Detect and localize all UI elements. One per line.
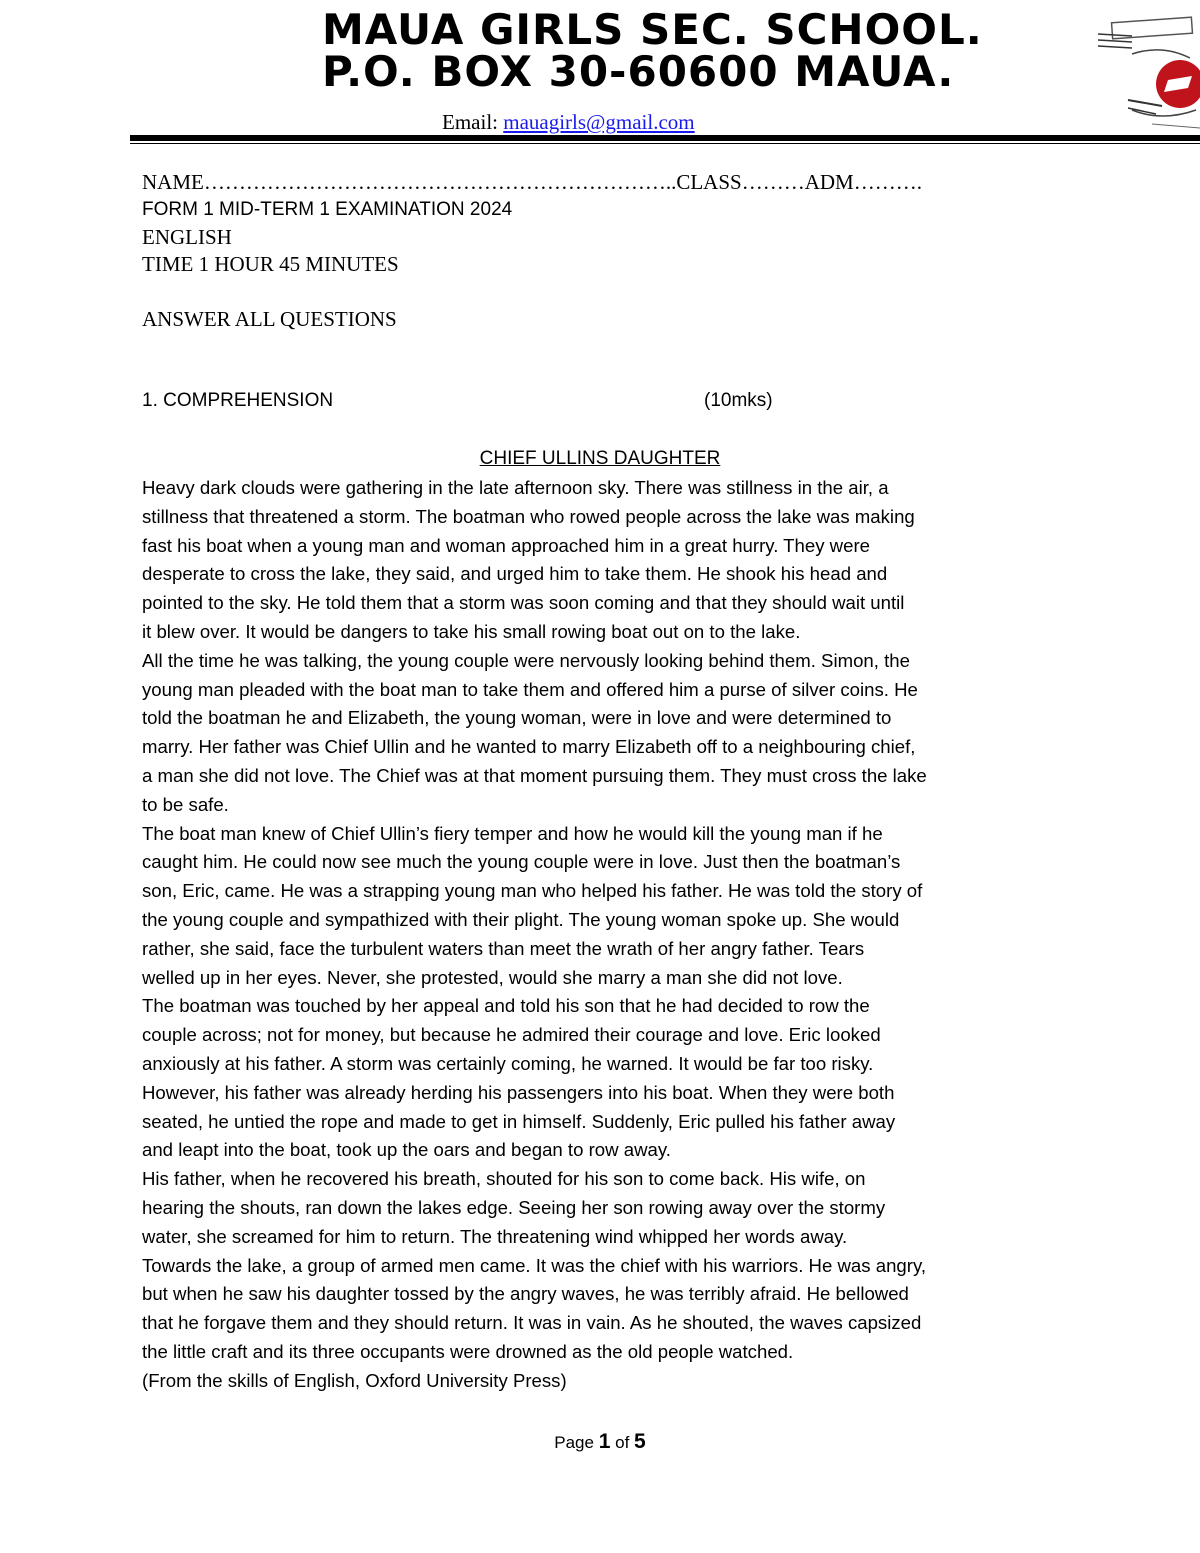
page-footer xyxy=(0,1430,1200,1454)
passage-source: (From the skills of English, Oxford University Press) xyxy=(142,1369,567,1391)
passage-line: welled up in her eyes. Never, she protested, would she marry a man she did not love. xyxy=(142,966,843,988)
school-logo xyxy=(1092,14,1200,134)
passage-line: All the time he was talking, the young couple were nervously looking behind them. Simon, the xyxy=(142,649,910,671)
email-label: Email: xyxy=(442,110,498,134)
passage-line: The boat man knew of Chief Ullin’s fiery temper and how he would kill the young man if he xyxy=(142,822,883,844)
passage-line: Towards the lake, a group of armed men came. It was the chief with his warriors. He was angry, xyxy=(142,1254,927,1276)
passage-line: young man pleaded with the boat man to take them and offered him a purse of silver coins. He xyxy=(142,678,918,700)
passage-line: the little craft and its three occupants were drowned as the old people watched. xyxy=(142,1340,794,1362)
passage-line: son, Eric, came. He was a strapping young man who helped his father. He was told the story of xyxy=(142,880,923,902)
section-marks: (10mks) xyxy=(704,390,773,411)
passage-line: a man she did not love. The Chief was at that moment pursuing them. They must cross the lake xyxy=(142,764,927,786)
passage-line: couple across; not for money, but because he admired their courage and love. Eric looked xyxy=(142,1024,881,1046)
passage-line: but when he saw his daughter tossed by the angry waves, he was terribly afraid. He bellowed xyxy=(142,1283,909,1305)
passage-line: hearing the shouts, ran down the lakes edge. Seeing her son rowing away over the stormy xyxy=(142,1196,886,1218)
passage-line: to be safe. xyxy=(142,793,229,815)
passage-title: CHIEF ULLINS DAUGHTER xyxy=(479,448,721,469)
exam-title: FORM 1 MID-TERM 1 EXAMINATION 2024 xyxy=(142,199,513,220)
school-address: P.O. BOX 30-60600 MAUA. xyxy=(322,47,955,96)
passage-line: His father, when he recovered his breath, shouted for his son to come back. His wife, on xyxy=(142,1168,866,1190)
header-divider xyxy=(130,135,1200,141)
passage-line: water, she screamed for him to return. The threatening wind whipped her words away. xyxy=(142,1225,848,1247)
passage-line: pointed to the sky. He told them that a storm was soon coming and that they should wait until xyxy=(142,592,905,614)
passage-line: that he forgave them and they should return. It was in vain. As he shouted, the waves capsized xyxy=(142,1312,922,1334)
email-link[interactable]: mauagirls@gmail.com xyxy=(503,110,695,134)
passage-line: The boatman was touched by her appeal and told his son that he had decided to row the xyxy=(142,995,870,1017)
passage-line: fast his boat when a young man and woman approached him in a great hurry. They were xyxy=(142,534,870,556)
passage-line: told the boatman he and Elizabeth, the young woman, were in love and were determined to xyxy=(142,707,892,729)
name-class-adm-line: NAME…………………………………………………………..CLASS………ADM………. xyxy=(142,170,922,194)
passage-line: anxiously at his father. A storm was certainly coming, he warned. It would be far too risky. xyxy=(142,1052,874,1074)
passage-line: and leapt into the boat, took up the oars and began to row away. xyxy=(142,1139,671,1161)
exam-instruction: ANSWER ALL QUESTIONS xyxy=(142,307,397,331)
email-row xyxy=(442,110,695,135)
of-word: of xyxy=(615,1433,630,1452)
passage-line: stillness that threatened a storm. The boatman who rowed people across the lake was making xyxy=(142,505,915,527)
school-name: MAUA GIRLS SEC. SCHOOL. xyxy=(322,5,983,54)
page-total: 5 xyxy=(634,1430,646,1453)
header-divider-thin xyxy=(130,143,1200,144)
page-number: 1 xyxy=(598,1430,611,1453)
passage-line: seated, he untied the rope and made to get in himself. Suddenly, Eric pulled his father away xyxy=(142,1110,896,1132)
passage-line: caught him. He could now see much the young couple were in love. Just then the boatman’s xyxy=(142,851,901,873)
passage-line: marry. Her father was Chief Ullin and he wanted to marry Elizabeth off to a neighbouring chief, xyxy=(142,736,916,758)
exam-subject: ENGLISH xyxy=(142,225,232,249)
page-word: Page xyxy=(554,1433,594,1452)
section-title: 1. COMPREHENSION xyxy=(142,390,334,411)
passage-line: rather, she said, face the turbulent waters than meet the wrath of her angry father. Tears xyxy=(142,937,865,959)
passage-line: desperate to cross the lake, they said, and urged him to take them. He shook his head and xyxy=(142,563,888,585)
passage-line: However, his father was already herding his passengers into his boat. When they were both xyxy=(142,1081,895,1103)
passage-line: Heavy dark clouds were gathering in the late afternoon sky. There was stillness in the air, a xyxy=(142,477,889,498)
comprehension-passage xyxy=(142,474,1062,1396)
exam-time: TIME 1 HOUR 45 MINUTES xyxy=(142,252,399,276)
passage-line: the young couple and sympathized with their plight. The young woman spoke up. She would xyxy=(142,908,900,930)
passage-line: it blew over. It would be dangers to take his small rowing boat out on to the lake. xyxy=(142,620,801,642)
